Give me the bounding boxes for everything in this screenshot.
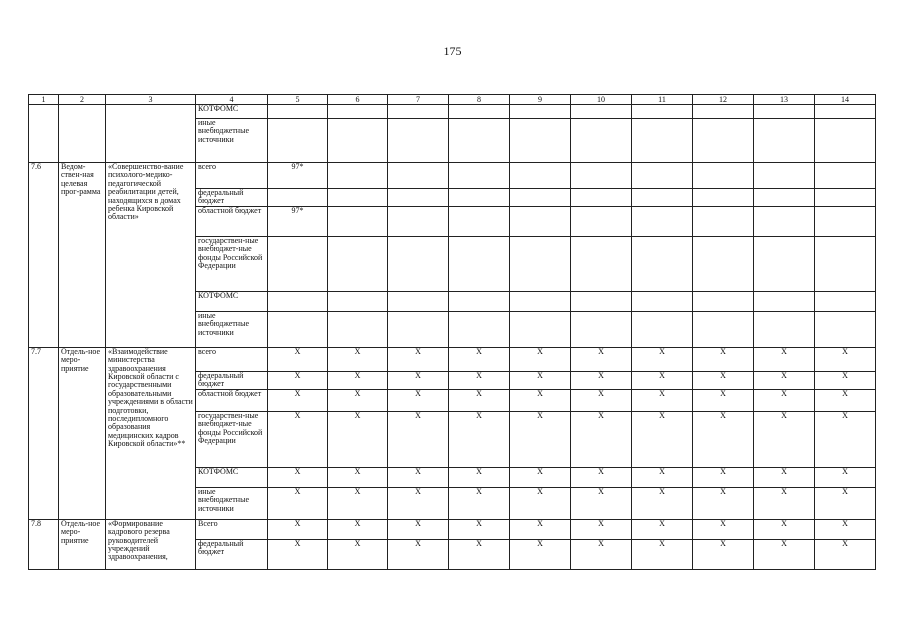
cell-col6: X — [328, 411, 388, 467]
cell-col12 — [693, 163, 754, 189]
cell-col11: X — [632, 347, 693, 371]
cell-col7 — [388, 189, 449, 207]
table-row — [29, 519, 876, 539]
cell-name: «Совершенство-вание психолого-медико-педагогической реабилитации детей, находящихся в домах ребенка Кировской области» — [106, 163, 196, 348]
cell-source: Всего — [196, 519, 268, 539]
cell-col11: X — [632, 467, 693, 487]
cell-col14 — [815, 236, 876, 291]
cell-col12: X — [693, 519, 754, 539]
cell-source: государствен-ные внебюджет-ные фонды Российской Федерации — [196, 411, 268, 467]
cell-col14 — [815, 291, 876, 311]
cell-col12 — [693, 236, 754, 291]
cell-col14 — [815, 119, 876, 163]
cell-col5: X — [268, 389, 328, 411]
cell-col13: X — [754, 487, 815, 519]
cell-col9 — [510, 236, 571, 291]
cell-col12 — [693, 119, 754, 163]
column-header: 8 — [449, 95, 510, 105]
cell-col6: X — [328, 519, 388, 539]
cell-no — [29, 105, 59, 163]
cell-col14: X — [815, 519, 876, 539]
cell-col12 — [693, 291, 754, 311]
cell-col11: X — [632, 519, 693, 539]
cell-col10 — [571, 105, 632, 119]
cell-col11 — [632, 206, 693, 236]
cell-col14 — [815, 206, 876, 236]
cell-col5: X — [268, 411, 328, 467]
cell-col8 — [449, 163, 510, 189]
cell-col8: X — [449, 389, 510, 411]
cell-col14 — [815, 189, 876, 207]
cell-col11 — [632, 291, 693, 311]
cell-col7 — [388, 236, 449, 291]
cell-source: областной бюджет — [196, 206, 268, 236]
cell-col13 — [754, 163, 815, 189]
cell-col8: X — [449, 411, 510, 467]
cell-col14: X — [815, 487, 876, 519]
cell-col10 — [571, 119, 632, 163]
cell-col13 — [754, 291, 815, 311]
cell-col12: X — [693, 371, 754, 389]
cell-col11 — [632, 163, 693, 189]
cell-col14: X — [815, 411, 876, 467]
header-row — [29, 95, 876, 105]
cell-col12 — [693, 189, 754, 207]
cell-col12 — [693, 105, 754, 119]
cell-col6: X — [328, 467, 388, 487]
cell-col14: X — [815, 389, 876, 411]
cell-no: 7.6 — [29, 163, 59, 348]
cell-col7: X — [388, 411, 449, 467]
cell-col8: X — [449, 371, 510, 389]
cell-type: Отдель-ное меро-приятие — [59, 519, 106, 569]
cell-col12 — [693, 206, 754, 236]
cell-col13 — [754, 105, 815, 119]
cell-col9 — [510, 311, 571, 347]
cell-source: федеральный бюджет — [196, 539, 268, 569]
cell-col7: X — [388, 487, 449, 519]
cell-col6: X — [328, 347, 388, 371]
cell-col6 — [328, 119, 388, 163]
cell-col7: X — [388, 347, 449, 371]
cell-col6 — [328, 105, 388, 119]
cell-source: КОТФОМС — [196, 467, 268, 487]
cell-col7: X — [388, 371, 449, 389]
cell-col7 — [388, 119, 449, 163]
cell-col6: X — [328, 487, 388, 519]
cell-col14 — [815, 311, 876, 347]
cell-col5: X — [268, 347, 328, 371]
cell-col6 — [328, 206, 388, 236]
cell-col9: X — [510, 539, 571, 569]
cell-col9 — [510, 291, 571, 311]
cell-col5 — [268, 236, 328, 291]
cell-col10: X — [571, 487, 632, 519]
budget-table — [28, 94, 876, 570]
cell-source: федеральный бюджет — [196, 189, 268, 207]
cell-source: иные внебюджетные источники — [196, 119, 268, 163]
cell-name: «Взаимодействие министерства здравоохранения Кировской области с государственными образовательными учреждениями в области подготовки, последипломного образования медицинских кадров Кировской области»** — [106, 347, 196, 519]
column-header: 11 — [632, 95, 693, 105]
cell-col7: X — [388, 539, 449, 569]
cell-col10: X — [571, 539, 632, 569]
cell-type: Ведом-ствен-ная целевая прог-рамма — [59, 163, 106, 348]
cell-name — [106, 105, 196, 163]
cell-col6 — [328, 291, 388, 311]
column-header: 2 — [59, 95, 106, 105]
cell-col14: X — [815, 467, 876, 487]
cell-col11 — [632, 119, 693, 163]
column-header: 4 — [196, 95, 268, 105]
cell-name: «Формирование кадрового резерва руководителей учреждений здравоохранения, — [106, 519, 196, 569]
cell-col11: X — [632, 487, 693, 519]
cell-col8 — [449, 311, 510, 347]
cell-col5: 97* — [268, 163, 328, 189]
cell-col6 — [328, 163, 388, 189]
cell-col10: X — [571, 467, 632, 487]
cell-source: всего — [196, 163, 268, 189]
cell-col11: X — [632, 411, 693, 467]
cell-col10 — [571, 236, 632, 291]
cell-col10: X — [571, 371, 632, 389]
cell-col12: X — [693, 347, 754, 371]
cell-source: КОТФОМС — [196, 291, 268, 311]
table-row — [29, 105, 876, 119]
cell-col9: X — [510, 389, 571, 411]
cell-col5 — [268, 119, 328, 163]
cell-col13 — [754, 311, 815, 347]
cell-source: иные внебюджетные источники — [196, 487, 268, 519]
cell-col14: X — [815, 347, 876, 371]
cell-col12: X — [693, 539, 754, 569]
cell-col11 — [632, 311, 693, 347]
cell-col10: X — [571, 347, 632, 371]
cell-source: иные внебюджетные источники — [196, 311, 268, 347]
table-row — [29, 347, 876, 371]
cell-col9 — [510, 189, 571, 207]
cell-no: 7.7 — [29, 347, 59, 519]
cell-source: государствен-ные внебюджет-ные фонды Российской Федерации — [196, 236, 268, 291]
column-header: 13 — [754, 95, 815, 105]
cell-col5: X — [268, 519, 328, 539]
column-header: 5 — [268, 95, 328, 105]
cell-col8 — [449, 119, 510, 163]
cell-col8: X — [449, 467, 510, 487]
cell-col13: X — [754, 519, 815, 539]
cell-col8: X — [449, 347, 510, 371]
column-header: 12 — [693, 95, 754, 105]
column-header: 3 — [106, 95, 196, 105]
cell-col14 — [815, 105, 876, 119]
cell-col5: X — [268, 539, 328, 569]
cell-type: Отдель-ное меро-приятие — [59, 347, 106, 519]
column-header: 14 — [815, 95, 876, 105]
cell-col6: X — [328, 539, 388, 569]
cell-col12: X — [693, 487, 754, 519]
cell-col14 — [815, 163, 876, 189]
cell-col9: X — [510, 487, 571, 519]
cell-col9: X — [510, 371, 571, 389]
cell-col13: X — [754, 389, 815, 411]
cell-col12: X — [693, 467, 754, 487]
cell-col5 — [268, 189, 328, 207]
cell-col9 — [510, 105, 571, 119]
cell-col13 — [754, 119, 815, 163]
cell-col10: X — [571, 411, 632, 467]
cell-col9: X — [510, 519, 571, 539]
page-number: 175 — [443, 44, 462, 58]
cell-col9: X — [510, 467, 571, 487]
cell-col13 — [754, 189, 815, 207]
cell-col7: X — [388, 389, 449, 411]
cell-col7 — [388, 206, 449, 236]
cell-col13: X — [754, 347, 815, 371]
cell-col11 — [632, 236, 693, 291]
cell-col11: X — [632, 539, 693, 569]
cell-source: федеральный бюджет — [196, 371, 268, 389]
cell-col10 — [571, 163, 632, 189]
cell-col5: X — [268, 487, 328, 519]
cell-col10 — [571, 311, 632, 347]
cell-col11: X — [632, 371, 693, 389]
cell-type — [59, 105, 106, 163]
cell-col8: X — [449, 519, 510, 539]
cell-col9 — [510, 206, 571, 236]
cell-col14: X — [815, 539, 876, 569]
cell-col8 — [449, 105, 510, 119]
cell-col11 — [632, 189, 693, 207]
cell-col14: X — [815, 371, 876, 389]
cell-col8 — [449, 236, 510, 291]
cell-col7 — [388, 291, 449, 311]
cell-col6 — [328, 236, 388, 291]
cell-col7 — [388, 163, 449, 189]
cell-col7: X — [388, 467, 449, 487]
table-row — [29, 163, 876, 189]
cell-col6: X — [328, 389, 388, 411]
cell-col13 — [754, 206, 815, 236]
cell-col10 — [571, 189, 632, 207]
cell-col10: X — [571, 389, 632, 411]
cell-col5: X — [268, 467, 328, 487]
cell-col7 — [388, 311, 449, 347]
column-header: 7 — [388, 95, 449, 105]
cell-col5: X — [268, 371, 328, 389]
cell-col5 — [268, 311, 328, 347]
cell-col10 — [571, 291, 632, 311]
cell-col5: 97* — [268, 206, 328, 236]
cell-col8 — [449, 189, 510, 207]
cell-no: 7.8 — [29, 519, 59, 569]
cell-col11: X — [632, 389, 693, 411]
cell-col10 — [571, 206, 632, 236]
cell-source: областной бюджет — [196, 389, 268, 411]
column-header: 6 — [328, 95, 388, 105]
cell-col11 — [632, 105, 693, 119]
cell-col13: X — [754, 467, 815, 487]
column-header: 10 — [571, 95, 632, 105]
cell-col8: X — [449, 539, 510, 569]
cell-col8: X — [449, 487, 510, 519]
cell-col6 — [328, 311, 388, 347]
cell-col12: X — [693, 411, 754, 467]
cell-col9 — [510, 163, 571, 189]
cell-source: всего — [196, 347, 268, 371]
cell-col9: X — [510, 411, 571, 467]
cell-col6: X — [328, 371, 388, 389]
cell-col8 — [449, 291, 510, 311]
cell-col5 — [268, 291, 328, 311]
column-header: 1 — [29, 95, 59, 105]
cell-col13: X — [754, 371, 815, 389]
cell-col10: X — [571, 519, 632, 539]
cell-col8 — [449, 206, 510, 236]
cell-col12 — [693, 311, 754, 347]
cell-col7: X — [388, 519, 449, 539]
cell-source: КОТФОМС — [196, 105, 268, 119]
cell-col13 — [754, 236, 815, 291]
cell-col13: X — [754, 411, 815, 467]
cell-col7 — [388, 105, 449, 119]
cell-col9 — [510, 119, 571, 163]
cell-col9: X — [510, 347, 571, 371]
cell-col12: X — [693, 389, 754, 411]
cell-col5 — [268, 105, 328, 119]
cell-col13: X — [754, 539, 815, 569]
cell-col6 — [328, 189, 388, 207]
column-header: 9 — [510, 95, 571, 105]
